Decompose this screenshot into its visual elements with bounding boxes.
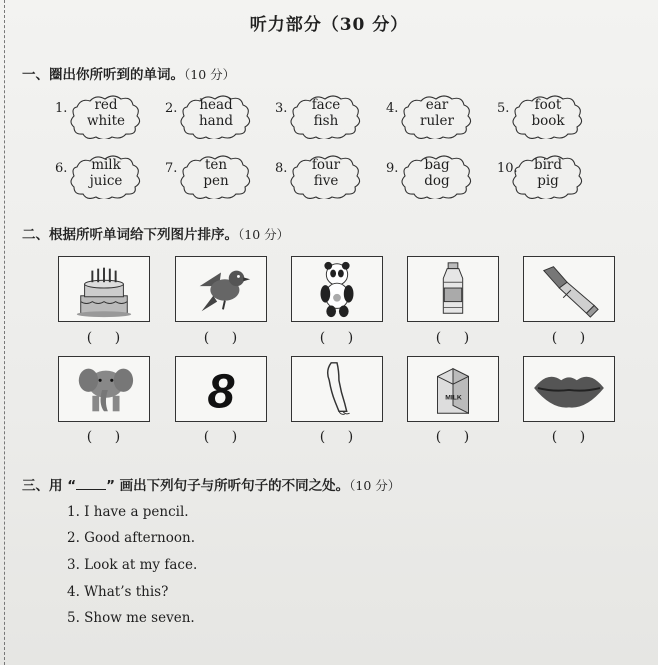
answer-blank[interactable]: [58, 330, 150, 346]
paren-open: (: [203, 429, 211, 445]
item-number: 1.: [55, 101, 68, 116]
bottle-icon: [408, 257, 498, 321]
answer-blank[interactable]: [291, 429, 383, 445]
word-option[interactable]: face: [311, 97, 341, 113]
word-option[interactable]: fish: [313, 113, 339, 129]
item-number: 3.: [275, 101, 288, 116]
word-option[interactable]: ruler: [420, 113, 454, 129]
word-pair: [69, 97, 143, 129]
picture-panda: [291, 256, 383, 322]
sentence-4: 4. What’s this?: [67, 584, 169, 600]
answer-blank[interactable]: [407, 330, 499, 346]
word-pair: [69, 157, 143, 189]
word-option[interactable]: dog: [424, 173, 450, 189]
word-pair: [289, 97, 363, 129]
paren-open: (: [86, 330, 94, 346]
section1-heading: [22, 63, 235, 83]
picture-bottle: [407, 256, 499, 322]
word-option[interactable]: milk: [91, 157, 121, 173]
page-title: 听力部分（30 分）: [249, 15, 409, 35]
eight-digit: 8: [207, 364, 235, 419]
item-number: 6.: [55, 161, 68, 176]
paren-open: (: [435, 330, 443, 346]
cake-icon: [59, 257, 149, 321]
section2-points: （10 分）: [238, 227, 290, 242]
word-pair: [511, 97, 585, 129]
elephant-icon: [59, 357, 149, 421]
paren-open: (: [203, 330, 211, 346]
panda-icon: [292, 257, 382, 321]
milk-label: MILK: [445, 394, 462, 402]
paren-close: ): [347, 429, 355, 445]
word-option[interactable]: ear: [425, 97, 449, 113]
answer-blank[interactable]: [523, 330, 615, 346]
paren-open: (: [551, 330, 559, 346]
word-pair: [400, 97, 474, 129]
dashed-margin-line: [4, 0, 5, 665]
word-option[interactable]: book: [531, 113, 565, 129]
item-number: 2.: [165, 101, 178, 116]
picture-eight: [175, 356, 267, 422]
item-number: 5.: [497, 101, 510, 116]
word-option[interactable]: white: [87, 113, 125, 129]
picture-cake: [58, 256, 150, 322]
sentence-1: 1. I have a pencil.: [67, 504, 189, 520]
answer-blank[interactable]: [407, 429, 499, 445]
sentence-5: 5. Show me seven.: [67, 610, 195, 626]
paren-close: ): [579, 429, 587, 445]
section3-heading: [22, 474, 400, 494]
word-option[interactable]: bird: [533, 157, 563, 173]
picture-lipstick: [523, 256, 615, 322]
word-option[interactable]: four: [311, 157, 341, 173]
section3-points: （10 分）: [349, 478, 401, 493]
word-pair: [179, 97, 253, 129]
answer-blank[interactable]: [523, 429, 615, 445]
section1-points: （10 分）: [184, 67, 236, 82]
paren-close: ): [114, 330, 122, 346]
answer-blank[interactable]: [58, 429, 150, 445]
item-number: 9.: [386, 161, 399, 176]
word-option[interactable]: pig: [537, 173, 559, 189]
lips-icon: [524, 357, 614, 421]
picture-bird: [175, 256, 267, 322]
underline-mark: [76, 477, 106, 490]
section3-heading-post: ” 画出下列句子与所听句子的不同之处。: [106, 478, 350, 494]
word-pair: [289, 157, 363, 189]
word-pair: [179, 157, 253, 189]
item-number: 4.: [386, 101, 399, 116]
word-option[interactable]: hand: [198, 113, 234, 129]
paren-open: (: [319, 429, 327, 445]
paren-close: ): [347, 330, 355, 346]
item-number: 8.: [275, 161, 288, 176]
word-pair: [400, 157, 474, 189]
word-option[interactable]: ten: [204, 157, 228, 173]
answer-blank[interactable]: [291, 330, 383, 346]
word-pair: [511, 157, 585, 189]
bird-icon: [176, 257, 266, 321]
word-option[interactable]: bag: [424, 157, 450, 173]
item-number: 10.: [497, 161, 518, 176]
word-option[interactable]: head: [199, 97, 233, 113]
answer-blank[interactable]: [175, 330, 267, 346]
word-option[interactable]: foot: [534, 97, 562, 113]
paren-close: ): [579, 330, 587, 346]
paren-open: (: [86, 429, 94, 445]
eight-digit-image: [176, 357, 266, 421]
picture-arm: [291, 356, 383, 422]
picture-elephant: [58, 356, 150, 422]
paren-close: ): [231, 330, 239, 346]
paren-close: ): [463, 429, 471, 445]
word-option[interactable]: five: [313, 173, 339, 189]
milk-carton-icon: [408, 357, 498, 421]
sentence-2: 2. Good afternoon.: [67, 530, 195, 546]
paren-close: ): [231, 429, 239, 445]
sentence-3: 3. Look at my face.: [67, 557, 198, 573]
picture-milk: [407, 356, 499, 422]
paren-open: (: [435, 429, 443, 445]
paren-close: ): [463, 330, 471, 346]
arm-icon: [292, 357, 382, 421]
answer-blank[interactable]: [175, 429, 267, 445]
paren-open: (: [319, 330, 327, 346]
word-option[interactable]: red: [94, 97, 118, 113]
word-option[interactable]: juice: [89, 173, 123, 189]
paren-open: (: [551, 429, 559, 445]
lipstick-icon: [524, 257, 614, 321]
section2-heading-text: 二、根据所听单词给下列图片排序。: [22, 227, 238, 243]
section1-heading-text: 一、圈出你所听到的单词。: [22, 67, 184, 83]
picture-lips: [523, 356, 615, 422]
paren-close: ): [114, 429, 122, 445]
item-number: 7.: [165, 161, 178, 176]
word-option[interactable]: pen: [203, 173, 229, 189]
section2-heading: [22, 223, 289, 243]
section3-heading-pre: 三、用 “: [22, 478, 77, 494]
